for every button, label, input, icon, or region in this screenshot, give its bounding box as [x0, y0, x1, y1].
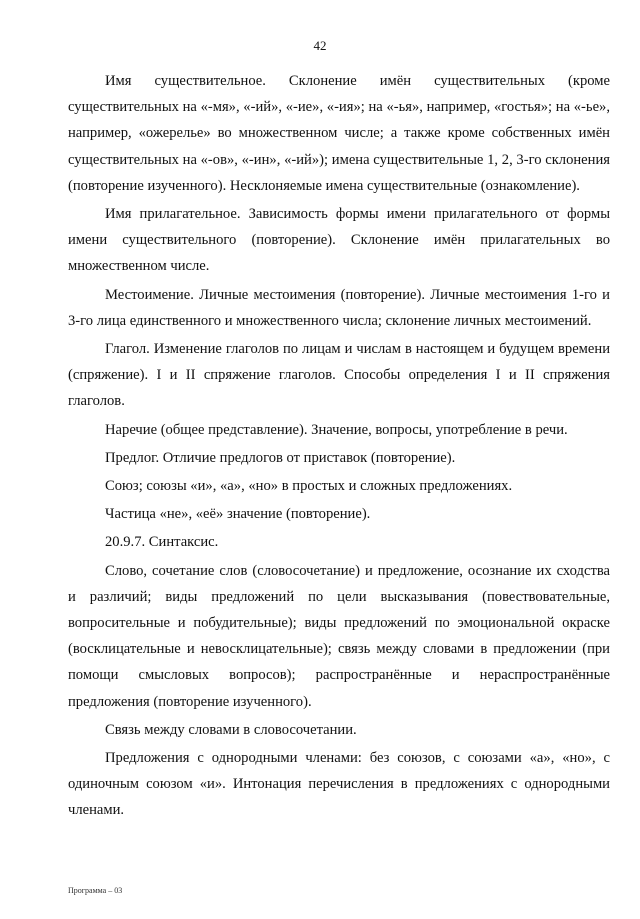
paragraph-noun: Имя существительное. Склонение имён существительных (кроме существительных на «-мя», «-ий», «-ие», «-ия»; на «-ья», например, «гостья»; на «-ье», например, «ожерелье» во множественном числе; а также кроме собственных имён существительных на «-ов», «-ин», «-ий»); имена существительные 1, 2, 3-го склонения (повторение изученного). Несклоняемые имена существительные (ознакомление).	[68, 73, 610, 194]
paragraph-adjective: Имя прилагательное. Зависимость формы имени прилагательного от формы имени существительного (повторение). Склонение имён прилагательных во множественном числе.	[68, 206, 610, 275]
document-body	[68, 68, 610, 824]
footer-program-label: Программа – 03	[68, 886, 123, 895]
paragraph-homogeneous: Предложения с однородными членами: без союзов, с союзами «а», «но», с одиночным союзом «и». Интонация перечисления в предложениях с однородными членами.	[68, 750, 610, 819]
section-heading-syntax: 20.9.7. Синтаксис.	[105, 534, 219, 551]
paragraph-verb: Глагол. Изменение глаголов по лицам и числам в настоящем и будущем времени (спряжение). I и II спряжение глаголов. Способы определения I и II спряжения глаголов.	[68, 341, 610, 410]
paragraph-syntax-word: Слово, сочетание слов (словосочетание) и предложение, осознание их сходства и различий; виды предложений по цели высказывания (повествовательные, вопросительные и побудительные); виды предложений по эмоциональной окраске (восклицательные и невосклицательные); связь между словами в предложении (при помощи смысловых вопросов); распространённые и нераспространённые предложения (повторение изученного).	[68, 562, 610, 710]
paragraph-pronoun: Местоимение. Личные местоимения (повторение). Личные местоимения 1-го и 3-го лица единственного и множественного числа; склонение личных местоимений.	[68, 286, 610, 329]
paragraph-conjunction: Союз; союзы «и», «а», «но» в простых и сложных предложениях.	[105, 478, 513, 495]
paragraph-adverb: Наречие (общее представление). Значение, вопросы, употребление в речи.	[105, 421, 568, 438]
paragraph-particle: Частица «не», «её» значение (повторение).	[105, 506, 371, 523]
page-number: 42	[313, 38, 327, 53]
paragraph-phrase-link: Связь между словами в словосочетании.	[105, 721, 357, 738]
paragraph-preposition: Предлог. Отличие предлогов от приставок (повторение).	[105, 449, 456, 466]
